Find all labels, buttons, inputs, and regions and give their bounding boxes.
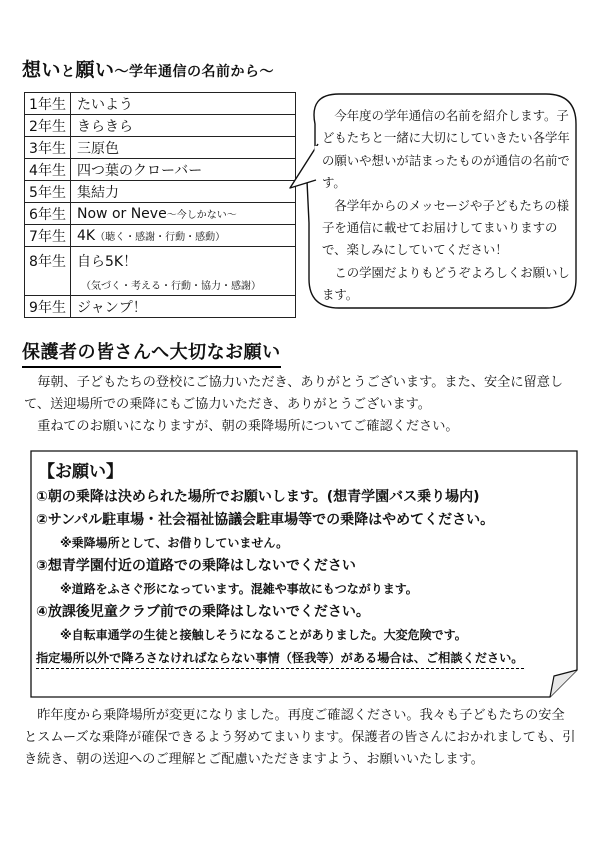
newsletter-name: 4K xyxy=(77,227,96,244)
table-row xyxy=(25,203,296,225)
speech-bubble-tail xyxy=(286,140,326,200)
grade-cell: 7年生 xyxy=(25,225,71,247)
table-row xyxy=(25,181,296,203)
title-particle: と xyxy=(61,64,76,80)
grade-cell: 4年生 xyxy=(25,159,71,181)
newsletter-name: 自ら5K！ xyxy=(77,253,138,270)
newsletter-name-cell xyxy=(71,203,296,225)
newsletter-name-note: （聴く・感謝・行動・感動） xyxy=(95,231,226,243)
notice-item: ④放課後児童クラブ前での乗降はしないでください。 xyxy=(36,604,370,620)
grade-cell: 2年生 xyxy=(25,115,71,137)
notice-note: ※道路をふさぐ形になっています。混雑や事故にもつながります。 xyxy=(60,582,418,596)
section-heading: 保護者の皆さんへ大切なお願い xyxy=(22,338,281,368)
grade-newsletter-table xyxy=(24,92,296,318)
table-row xyxy=(25,225,296,247)
notice-note: ※乗降場所として、お借りしていません。 xyxy=(60,536,289,550)
newsletter-name-cell: たいよう xyxy=(71,93,296,115)
bubble-message xyxy=(322,105,570,307)
notice-item: ②サンパル駐車場・社会福祉協議会駐車場等での乗降はやめてください。 xyxy=(36,512,495,528)
newsletter-name: Now or Neve xyxy=(77,205,167,222)
newsletter-name-cell xyxy=(71,225,296,247)
newsletter-name-cell xyxy=(71,247,296,296)
newsletter-name-note: （気づく・考える・行動・協力・感謝） xyxy=(81,280,261,292)
newsletter-name-cell: ジャンプ！ xyxy=(71,296,296,318)
table-row xyxy=(25,247,296,296)
notice-item: ③想青学園付近の道路での乗降はしないでください xyxy=(36,558,356,574)
table-row xyxy=(25,159,296,181)
newsletter-name-cell: 集結力 xyxy=(71,181,296,203)
notice-content xyxy=(36,458,564,669)
title-main-2: 願い xyxy=(75,59,115,81)
table-row xyxy=(25,296,296,318)
closing-paragraph: 昨年度から乗降場所が変更になりました。再度ご確認ください。我々も子どもたちの安全とスムーズな乗降が確保できるよう努めてまいります。保護者の皆さんにおかれましても、引き続き、朝の送迎へのご理解とご配慮いただきますよう、お願いいたします。 xyxy=(24,708,576,767)
bubble-paragraph: 今年度の学年通信の名前を紹介します。子どもたちと一緒に大切にしていきたい各学年の願いや想いが詰まったものが通信の名前です。 xyxy=(322,108,570,191)
newsletter-name-cell: 四つ葉のクローバー xyxy=(71,159,296,181)
bubble-paragraph: この学園だよりもどうぞよろしくお願いします。 xyxy=(322,264,570,303)
grade-cell: 3年生 xyxy=(25,137,71,159)
grade-cell: 5年生 xyxy=(25,181,71,203)
grade-cell: 1年生 xyxy=(25,93,71,115)
intro-paragraph: 重ねてのお願いになりますが、朝の乗降場所についてご確認ください。 xyxy=(37,419,459,434)
notice-item: ①朝の乗降は決められた場所でお願いします。(想青学園バス乗り場内) xyxy=(36,489,480,505)
intro-text xyxy=(24,372,576,438)
bubble-paragraph: 各学年からのメッセージや子どもたちの様子を通信に載せてお届けしてまいりますので、楽しみにしていてください！ xyxy=(322,197,570,258)
grade-cell: 9年生 xyxy=(25,296,71,318)
notice-note: ※自転車通学の生徒と接触しそうになることがありました。大変危険です。 xyxy=(60,628,467,642)
table-row xyxy=(25,137,296,159)
grade-cell: 8年生 xyxy=(25,247,71,296)
closing-text xyxy=(24,705,576,771)
notice-title: 【お願い】 xyxy=(38,462,123,482)
grade-cell: 6年生 xyxy=(25,203,71,225)
notice-consultation-line: 指定場所以外で降ろさなければならない事情（怪我等）がある場合は、ご相談ください。 xyxy=(36,648,524,669)
table-row xyxy=(25,93,296,115)
newsletter-name-cell: 三原色 xyxy=(71,137,296,159)
newsletter-name-cell: きらきら xyxy=(71,115,296,137)
table-row xyxy=(25,115,296,137)
title-main-1: 想い xyxy=(22,59,62,81)
newsletter-name-note: ～今しかない～ xyxy=(166,209,237,221)
page-title xyxy=(22,55,274,82)
intro-paragraph: 毎朝、子どもたちの登校にご協力いただき、ありがとうございます。また、安全に留意して、送迎場所での乗降にもご協力いただき、ありがとうございます。 xyxy=(24,375,564,412)
title-subtitle: ～学年通信の名前から～ xyxy=(114,64,275,80)
